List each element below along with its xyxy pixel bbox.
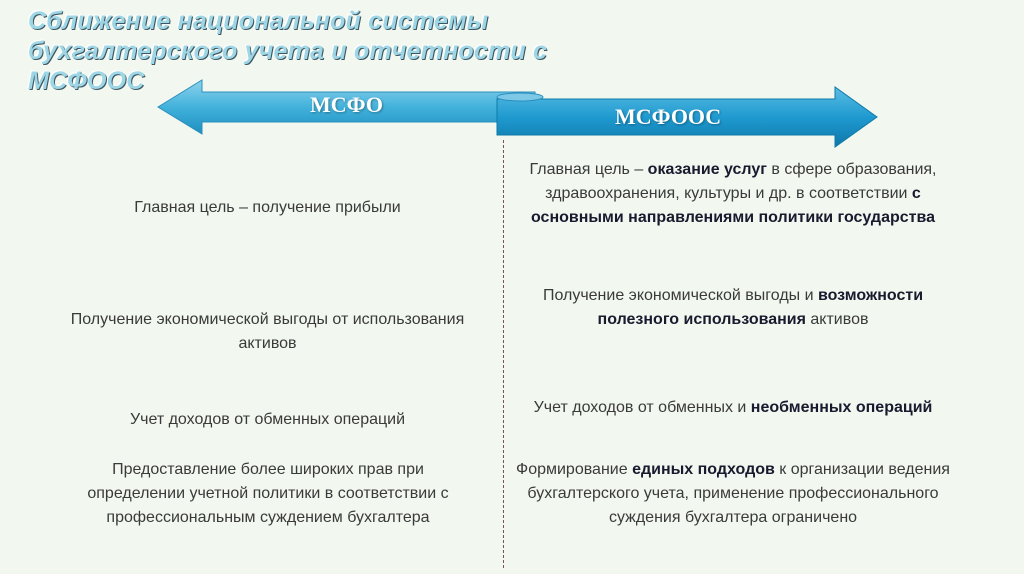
text-segment: Главная цель – xyxy=(529,161,648,178)
text-segment: Получение экономической выгоды и xyxy=(542,287,818,304)
left-cell-1 xyxy=(60,196,475,220)
msfo-label: МСФО xyxy=(310,92,383,117)
emphasis-text: оказание услуг xyxy=(647,161,767,178)
column-divider xyxy=(503,140,504,568)
left-cell-2 xyxy=(60,308,475,356)
text-segment: активов xyxy=(805,311,869,328)
text-segment: к организации ведения бухгалтерского учета, применение профессионального суждения бухгалтера ограничено xyxy=(527,461,950,526)
right-cell-4 xyxy=(508,458,958,530)
msfoos-label: МСФООС xyxy=(615,104,722,129)
left-cell-3 xyxy=(60,408,475,432)
text-segment: в сфере образования, здравоохранения, культуры и др. в соответствии xyxy=(545,161,937,202)
right-cell-1 xyxy=(508,158,958,230)
left-cell-4 xyxy=(78,458,458,530)
right-cell-2 xyxy=(508,284,958,332)
text-segment: Получение экономической выгоды от использования активов xyxy=(70,311,465,352)
emphasis-text: необменных операций xyxy=(750,399,933,416)
text-segment: Предоставление более широких прав при определении учетной политики в соответствии с профессиональным суждением бухгалтера xyxy=(87,461,449,526)
emphasis-text: возможности полезного использования xyxy=(597,287,924,328)
text-segment: Главная цель – получение прибыли xyxy=(134,199,401,216)
emphasis-text: единых подходов xyxy=(632,461,775,478)
emphasis-text: с основными направлениями политики государства xyxy=(530,185,935,226)
text-segment: Учет доходов от обменных и xyxy=(533,399,751,416)
text-segment: Формирование xyxy=(516,461,633,478)
ribbon-fold xyxy=(497,93,543,101)
right-cell-3 xyxy=(508,396,958,420)
slide-title: Сближение национальной системы бухгалтерского учета и отчетности с МСФООС xyxy=(28,7,548,95)
text-segment: Учет доходов от обменных операций xyxy=(129,411,406,428)
